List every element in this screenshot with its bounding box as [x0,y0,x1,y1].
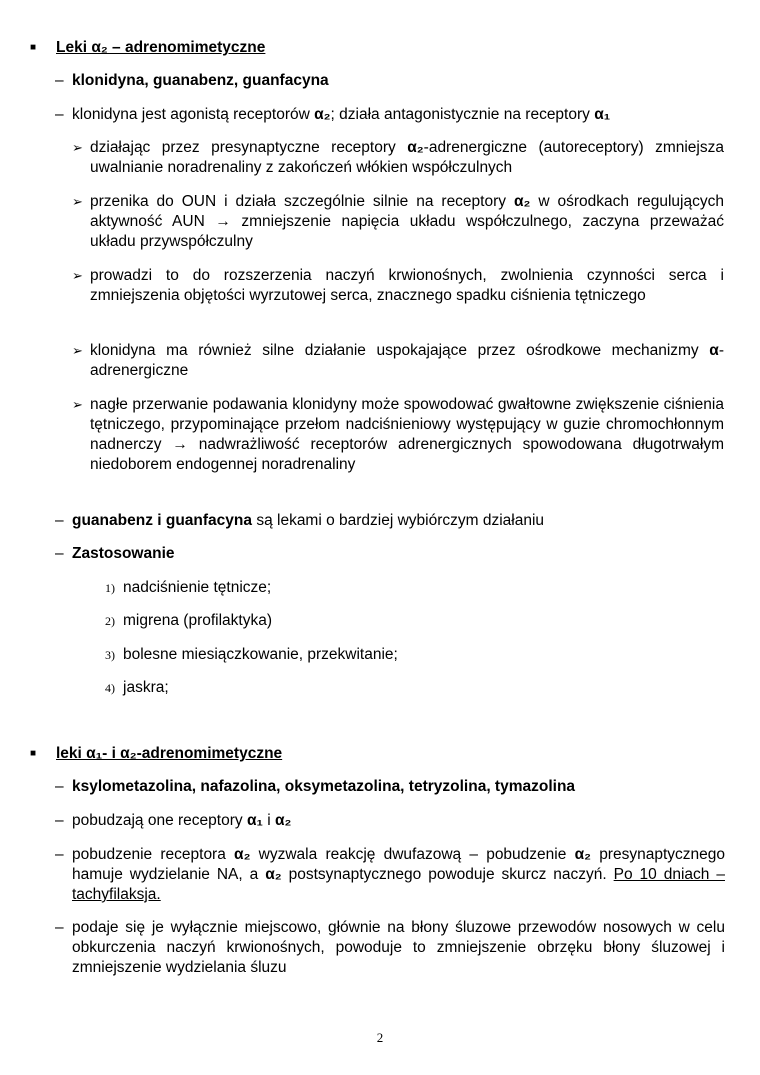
list-item [55,845,725,905]
text-fragment: klonidyna jest agonistą receptorów [72,106,315,123]
sub-list-item [72,266,724,306]
dash-bullet-icon: – [55,846,64,863]
dash-bullet-icon: – [55,72,64,89]
text-fragment: pobudzenie receptora [72,846,235,863]
item-text: migrena (profilaktyka) [123,612,273,629]
list-item [55,71,725,91]
drug-names: ksylometazolina, nafazolina, oksymetazolina, tetryzolina, tymazolina [72,778,576,795]
list-item [55,105,725,125]
text-fragment: -adrenergiczne [90,342,724,379]
drug-names: guanabenz i guanfacyna [72,512,253,529]
list-item [55,811,725,831]
list-item [55,511,725,531]
numbered-item [105,678,169,698]
numbered-item [105,611,272,631]
text-fragment: -adrenergiczne (autoreceptory) zmniejsza uwalnianie noradrenaliny z zakończeń włókien współczulnych [90,139,724,176]
receptor-symbol: α₂ [265,866,282,883]
arrow-bullet-icon: ➢ [72,397,83,412]
text-fragment: są lekami o bardziej wybiórczym działaniu [252,512,545,529]
arrow-bullet-icon: ➢ [72,268,83,283]
receptor-symbol: α₂ [513,193,531,210]
sub-list-item [72,395,724,475]
uses-heading: Zastosowanie [72,545,175,562]
dash-bullet-icon: – [55,545,64,562]
section-title: Leki α₂ – adrenomimetyczne [56,39,266,56]
square-bullet-icon: ■ [30,748,37,759]
page-number: 2 [376,1030,384,1045]
receptor-symbol: α₁ [246,812,263,829]
text-fragment: klonidyna ma również silne działanie uspokajające przez ośrodkowe mechanizmy [90,342,710,359]
text-fragment: pobudzają one receptory [72,812,247,829]
text-fragment: przenika do OUN i działa szczególnie silnie na receptory [90,193,514,210]
receptor-symbol: α [709,342,719,359]
dash-bullet-icon: – [55,919,64,936]
text-fragment: w ośrodkach regulujących aktywność AUN → zmniejszenie napięcia układu współczulnego, zaczyna przeważać układu przywspółczulny [90,193,724,250]
sub-list-item [72,341,724,381]
list-item [55,918,725,978]
dash-bullet-icon: – [55,512,64,529]
dash-bullet-icon: – [55,812,64,829]
text-fragment: i [262,812,275,829]
text-fragment: nagłe przerwanie podawania klonidyny może spowodować gwałtowne zwiększenie ciśnienia tętniczego, przypominające przełom nadciśnieniowy występujący w guzie chromochłonnym nadnerczy → nadwrażliwość receptorów adrenergicznych spowodowana długotrwałym niedoborem endogennej noradrenaliny [90,396,724,473]
item-number: 1) [105,581,115,595]
dash-bullet-icon: – [55,106,64,123]
text-fragment: podaje się je wyłącznie miejscowo, głównie na błony śluzowe przewodów nosowych w celu obkurczenia naczyń krwionośnych, powoduje to zmniejszenie obrzęku błony śluzowej i zmniejszenie wydzielania śluzu [72,919,725,976]
text-fragment: presynaptycznego hamuje wydzielanie NA, a [72,846,725,883]
item-text: nadciśnienie tętnicze; [123,579,272,596]
text-fragment: prowadzi to do rozszerzenia naczyń krwionośnych, zwolnienia czynności serca i zmniejszenia objętości wyrzutowej serca, znacznego spadku ciśnienia tętniczego [90,267,724,304]
receptor-symbol: α₁ [594,106,611,123]
item-number: 2) [105,614,115,628]
dash-bullet-icon: – [55,778,64,795]
text-fragment: ; działa antagonistycznie na receptory [330,106,595,123]
drug-names: klonidyna, guanabenz, guanfacyna [72,72,329,89]
text-fragment: działając przez presynaptyczne receptory [90,139,408,156]
receptor-symbol: α₂ [407,139,424,156]
receptor-symbol: α₂ [314,106,331,123]
sub-list-item [72,138,724,178]
receptor-symbol: α₂ [234,846,251,863]
item-text: jaskra; [123,679,169,696]
numbered-item [105,578,271,598]
list-item [55,544,725,564]
item-number: 4) [105,681,115,695]
tachyphylaxis-note: Po 10 dniach – tachyfilaksja. [72,866,725,903]
arrow-bullet-icon: ➢ [72,343,83,358]
receptor-symbol: α₂ [574,846,591,863]
item-number: 3) [105,648,115,662]
item-text: bolesne miesiączkowanie, przekwitanie; [123,646,398,663]
arrow-bullet-icon: ➢ [72,140,83,155]
text-fragment: wyzwala reakcję dwufazową – pobudzenie [250,846,575,863]
sub-list-item [72,192,724,252]
numbered-item [105,645,398,665]
text-fragment: postsynaptycznego powoduje skurcz naczyń. [281,866,614,883]
list-item [55,777,725,797]
arrow-bullet-icon: ➢ [72,194,83,209]
square-bullet-icon: ■ [30,42,37,53]
section-title: leki α₁- i α₂-adrenomimetyczne [56,745,283,762]
receptor-symbol: α₂ [274,812,292,829]
